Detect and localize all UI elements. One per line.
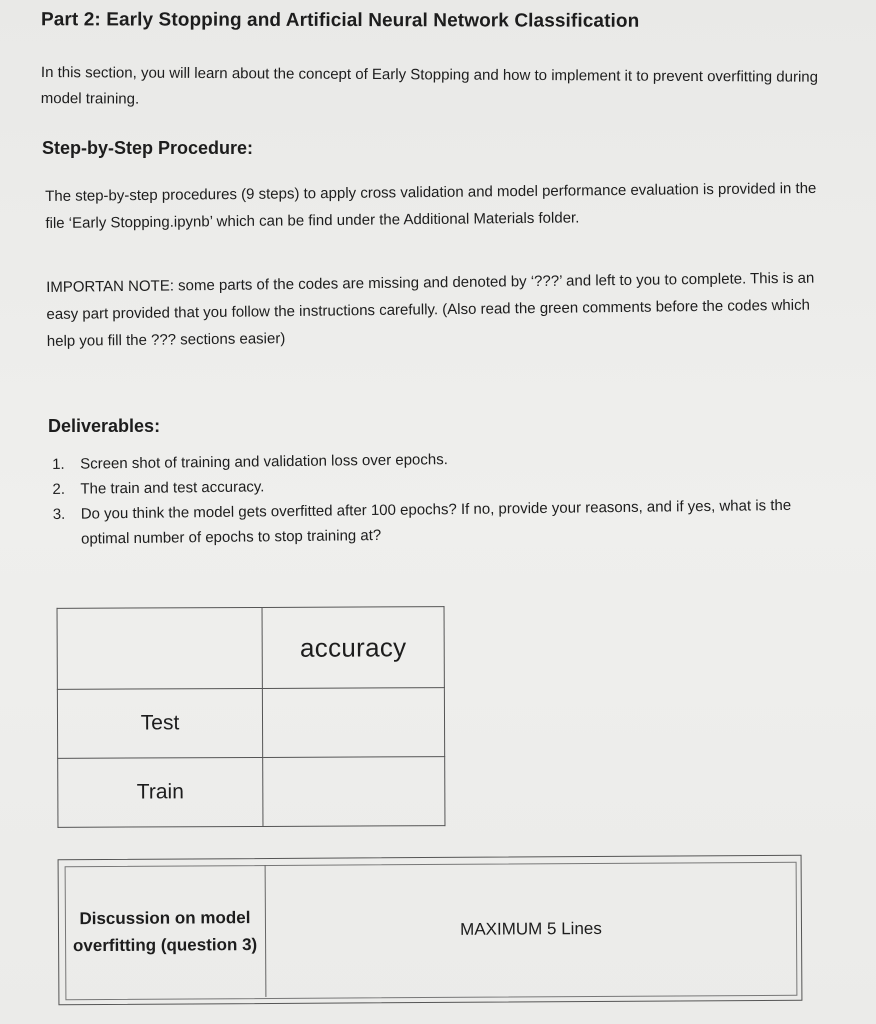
discussion-label: Discussion on model overfitting (question 3) — [65, 865, 267, 998]
note-text: some parts of the codes are missing and denoted by ‘???’ and left to you to complete. This is an easy part provided that you follow the instructions carefully. (Also read the green comments before the codes which help you fill the ??? sections easier) — [46, 269, 815, 350]
test-label-cell: Test — [57, 688, 262, 758]
table-row — [57, 688, 444, 759]
deliverables-heading: Deliverables: — [48, 416, 161, 436]
intro-paragraph: In this section, you will learn about the concept of Early Stopping and how to implement it to prevent overfitting during model training. — [40, 63, 819, 108]
table-row — [58, 757, 445, 828]
deliverable-number: 3. — [52, 505, 66, 523]
page-title: Part 2: Early Stopping and Artificial Neural Network Classification — [40, 9, 640, 32]
train-accuracy-cell[interactable] — [263, 757, 445, 827]
deliverable-number: 2. — [52, 480, 66, 498]
discussion-answer-area[interactable] — [265, 862, 798, 997]
important-note — [46, 264, 837, 355]
procedure-paragraph: The step-by-step procedures (9 steps) to apply cross validation and model performance evaluation is provided in the file ‘Early Stopping.ipynb’ which can be find under the Additional Materials folder. — [45, 179, 817, 232]
deliverable-text: Do you think the model gets overfitted after 100 epochs? If no, provide your reasons, and if yes, what is the optimal number of epochs to stop training at? — [80, 496, 792, 548]
discussion-box — [58, 855, 803, 1006]
deliverable-item — [49, 492, 830, 552]
deliverable-text: The train and test accuracy. — [80, 478, 265, 498]
accuracy-table — [57, 606, 446, 828]
train-label-cell: Train — [58, 757, 263, 827]
deliverable-number: 1. — [52, 455, 65, 473]
note-label: IMPORTAN NOTE: — [46, 277, 175, 296]
accuracy-header: accuracy — [262, 607, 444, 689]
procedure-heading: Step-by-Step Procedure: — [42, 138, 254, 158]
deliverable-text: Screen shot of training and validation loss over epochs. — [80, 451, 448, 473]
table-header-row — [57, 607, 444, 690]
table-corner-cell — [57, 607, 262, 689]
deliverables-list — [48, 442, 829, 552]
test-accuracy-cell[interactable] — [262, 688, 444, 758]
discussion-placeholder: MAXIMUM 5 Lines — [460, 918, 602, 939]
